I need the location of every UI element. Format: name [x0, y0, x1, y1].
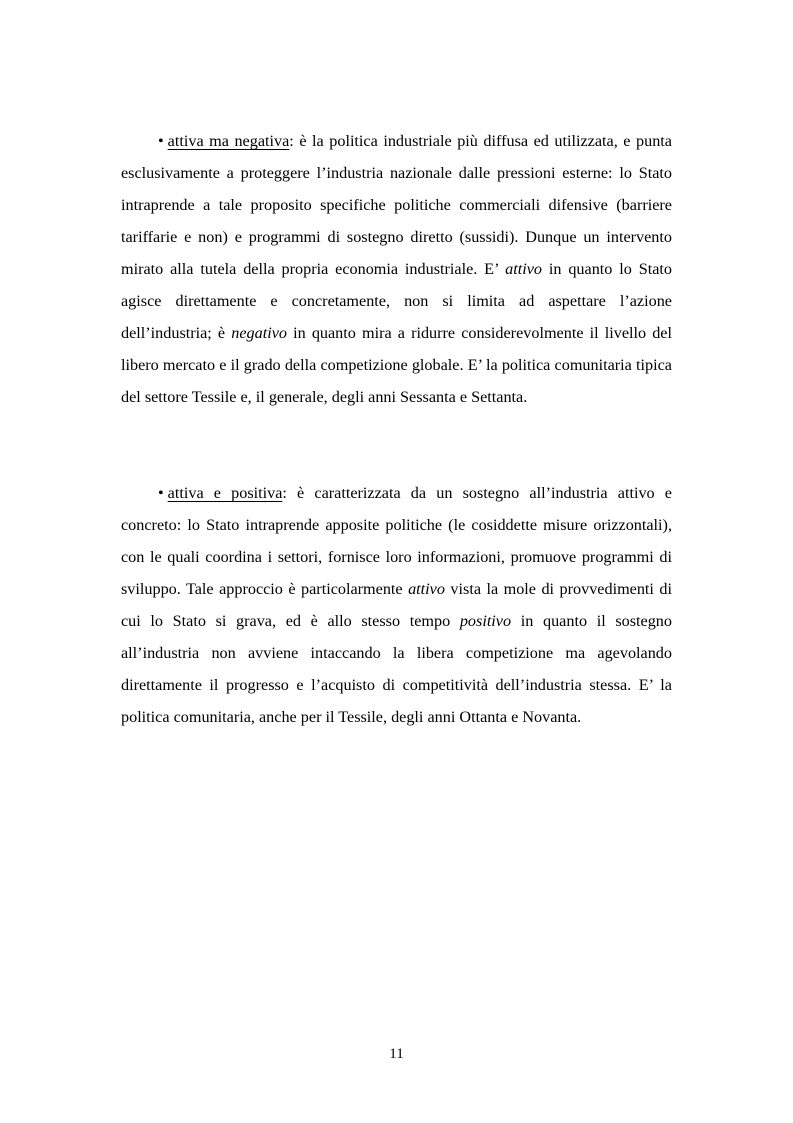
bullet-point: •	[158, 484, 164, 502]
text-segment: in quanto mira a ridurre considerevolmente il livello del libero mercato e il grado della competizione globale. E’ la politica comunitaria tipica del settore Tessile e, il generale, degli anni Sessanta e Settanta.	[121, 324, 672, 406]
paragraph-attiva-ma-negativa	[121, 125, 672, 413]
text-segment: : è caratterizzata da un sostegno all’industria attivo e concreto: lo Stato intraprende apposite politiche (le cosiddette misure orizzontali), con le quali coordina i settori, fornisce loro informazioni, promuove programmi di sviluppo. Tale approccio è particolarmente	[121, 484, 672, 598]
bullet-point: •	[158, 132, 164, 150]
page-number: 11	[389, 1046, 404, 1062]
text-segment: vista la mole di provvedimenti di cui lo Stato si grava, ed è allo stesso tempo	[121, 580, 672, 630]
term-attiva-e-positiva: attiva e positiva	[167, 484, 283, 502]
paragraph-attiva-e-positiva	[121, 477, 672, 733]
text-segment: : è la politica industriale più diffusa ed utilizzata, e punta esclusivamente a proteggere l’industria nazionale dalle pressioni esterne: lo Stato intraprende a tale proposito specifiche politiche commerciali difensive (barriere tariffarie e non) e programmi di sostegno diretto (sussidi). Dunque un intervento mirato alla tutela della propria economia industriale. E’	[121, 132, 672, 278]
term-attiva-ma-negativa: attiva ma negativa	[167, 132, 290, 150]
italic-word-attivo: attivo	[408, 580, 445, 598]
text-segment: in quanto lo Stato agisce direttamente e concretamente, non si limita ad aspettare l’azione dell’industria; è	[121, 260, 672, 342]
text-segment: in quanto il sostegno all’industria non avviene intaccando la libera competizione ma agevolando direttamente il progresso e l’acquisto di competitività dell’industria stessa. E’ la politica comunitaria, anche per il Tessile, degli anni Ottanta e Novanta.	[121, 612, 672, 726]
italic-word-positivo: positivo	[459, 612, 512, 630]
italic-word-attivo: attivo	[505, 260, 542, 278]
italic-word-negativo: negativo	[231, 324, 287, 342]
